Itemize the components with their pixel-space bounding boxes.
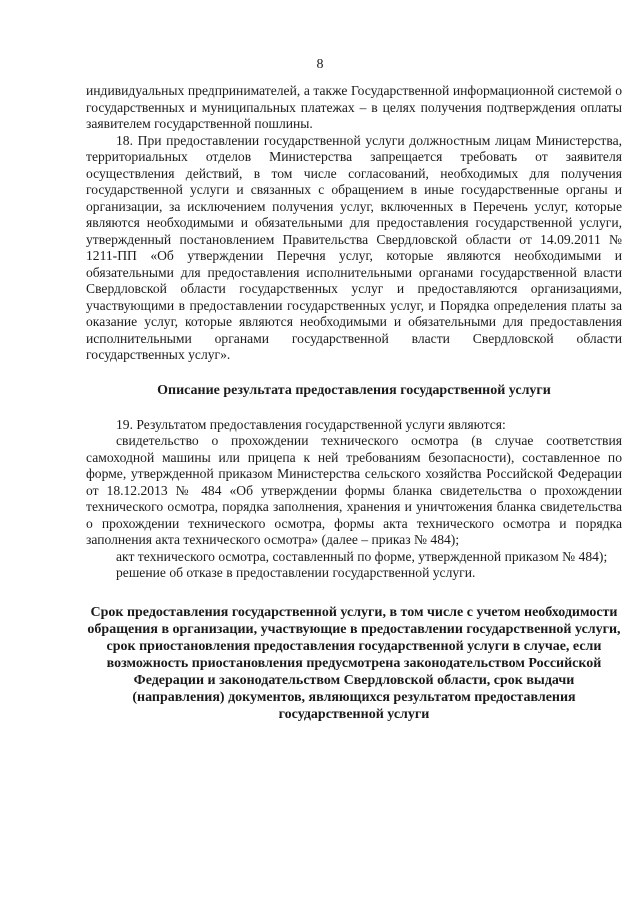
paragraph-19-item-2: акт технического осмотра, составленный по форме, утвержденной приказом № 484); xyxy=(116,548,608,564)
paragraph-18: 18. При предоставлении государственной услуги должностным лицам Министерства, территориальных отделов Министерства запрещается требовать от заявителя осуществления действий, в том числе согласований, необходимых для получения государственной услуги и связанных с обращением в иные государственные органы и организации, за исключением получения услуг, включенных в Перечень услуг, которые являются необходимыми и обязательными для предоставления государственной услуги, утвержденный постановлением Правительства Свердловской области от 14.09.2011 № 1211-ПП «Об утверждении Перечня услуг, которые являются необходимыми и обязательными для предоставления исполнительными органами государственной власти Свердловской области государственных услуг и предоставляются организациями, участвующими в предоставлении государственных услуг, и Порядка определения платы за оказание услуг, которые являются необходимыми и обязательными для предоставления исполнительными органами государственной власти Свердловской области государственных услуг». xyxy=(86,132,622,362)
paragraph-19-item-3: решение об отказе в предоставлении государственной услуги. xyxy=(116,565,476,580)
section-heading-result: Описание результата предоставления государственной услуги xyxy=(157,382,551,398)
section-heading-term: Срок предоставления государственной услуги, в том числе с учетом необходимости обращения в организации, участвующие в предоставлении государственной услуги, срок приостановления предоставления государственной услуги в случае, если возможность приостановления предусмотрена законодательством Российской Федерации и законодательством Свердловской области, срок выдачи (направления) документов, являющихся результатом предоставления государственной услуги xyxy=(87,604,621,722)
page-number: 8 xyxy=(316,57,324,72)
paragraph-19-item-1: свидетельство о прохождении технического осмотра (в случае соответствия самоходной машины или прицепа к ней требованиям безопасности), составленное по форме, утвержденной приказом Министерства сельского хозяйства Российской Федерации от 18.12.2013 № 484 «Об утверждении формы бланка свидетельства о прохождении технического осмотра, порядка заполнения, хранения и уничтожения бланка свидетельства о прохождении технического осмотра, формы акта технического осмотра и порядка заполнения акта технического осмотра» (далее – приказ № 484); xyxy=(86,433,622,547)
paragraph-19-intro: 19. Результатом предоставления государственной услуги являются: xyxy=(116,416,506,432)
document-body xyxy=(86,83,622,723)
continuation-paragraph: индивидуальных предпринимателей, а также Государственной информационной системой о государственных и муниципальных платежах – в целях получения подтверждения оплаты заявителем государственной пошлины. xyxy=(86,83,622,131)
